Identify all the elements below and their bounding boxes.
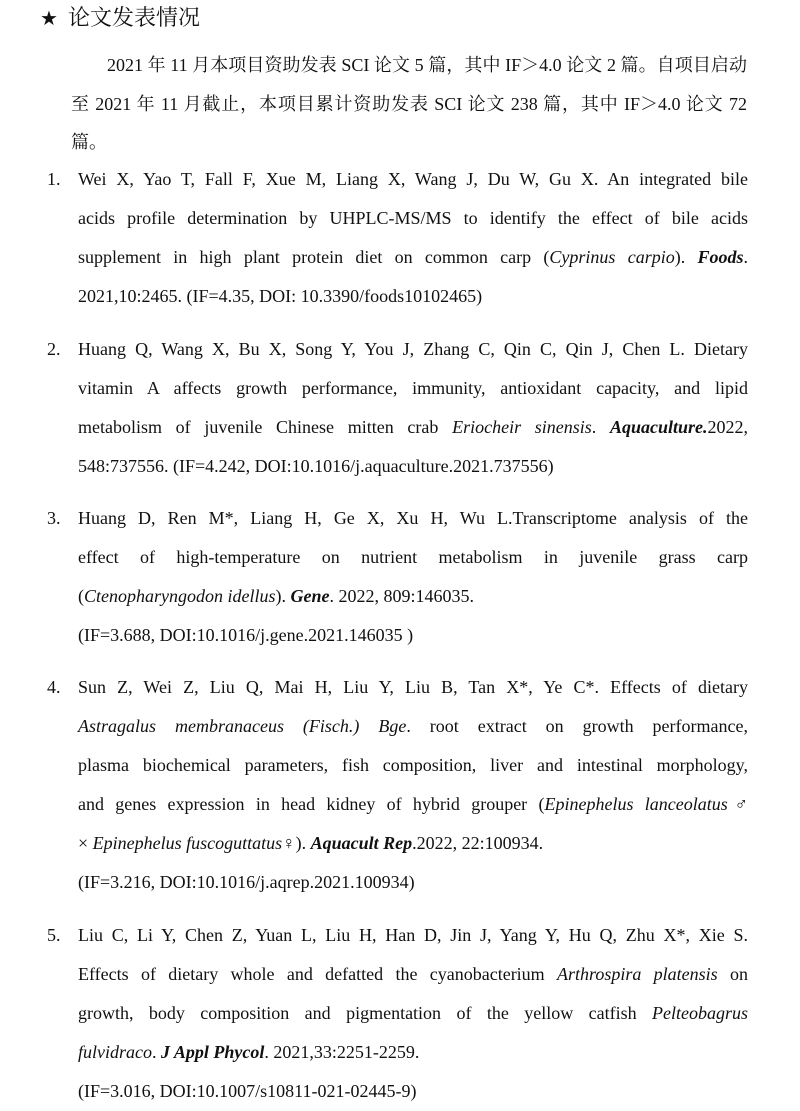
journal-name: Aquacult Rep xyxy=(310,833,413,853)
reference-body: Huang D, Ren M*, Liang H, Ge X, Xu H, Wu L.Transcriptome analysis of the effect of high-temperature on nutrient metabolism in juvenile grass carp (Ctenopharyngodon idellus). Gene. 2022, 809:146035. (IF=3.688, DOI:10.1016/j.gene.2021.146035 ) xyxy=(78,508,748,645)
reference-number: 5. xyxy=(47,925,61,945)
reference-number: 1. xyxy=(47,169,61,189)
reference-body: Liu C, Li Y, Chen Z, Yuan L, Liu H, Han D, Jin J, Yang Y, Hu Q, Zhu X*, Xie S. Effects of dietary whole and defatted the cyanobacterium Arthrospira platensis on growth, body composition and pigmentation of the yellow catfish Pelteobagrus fulvidraco. J Appl Phycol. 2021,33:2251-2259. (IF=3.016, DOI:10.1007/s10811-021-02445-9) xyxy=(78,925,748,1101)
journal-name: J Appl Phycol xyxy=(161,1042,265,1062)
reference-number: 3. xyxy=(47,508,61,528)
journal-name: Foods xyxy=(697,247,744,267)
reference-number: 4. xyxy=(47,677,61,697)
reference-body: Huang Q, Wang X, Bu X, Song Y, You J, Zhang C, Qin C, Qin J, Chen L. Dietary vitamin A affects growth performance, immunity, antioxidant capacity, and lipid metabolism of juvenile Chinese mitten crab Eriocheir sinensis. Aquaculture.2022, 548:737556. (IF=4.242, DOI:10.1016/j.aquaculture.2021.737556) xyxy=(78,339,749,476)
section-heading xyxy=(40,4,200,33)
reference-number: 2. xyxy=(47,339,61,359)
journal-name: Aquaculture. xyxy=(609,417,708,437)
intro-paragraph xyxy=(71,46,747,162)
journal-name: Gene xyxy=(290,586,330,606)
section-title: 论文发表情况 xyxy=(68,6,201,31)
intro-text: 2021 年 11 月本项目资助发表 SCI 论文 5 篇，其中 IF＞4.0 论文 2 篇。自项目启动至 2021 年 11 月截止，本项目累计资助发表 SCI 论文 238 篇，其中 IF＞4.0 论文 72 篇。 xyxy=(71,55,747,152)
star-icon: ★ xyxy=(40,6,58,30)
reference-body: Wei X, Yao T, Fall F, Xue M, Liang X, Wang J, Du W, Gu X. An integrated bile acids profile determination by UHPLC-MS/MS to identify the effect of bile acids supplement in high plant protein diet on common carp (Cyprinus carpio). Foods. 2021,10:2465. (IF=4.35, DOI: 10.3390/foods10102465) xyxy=(78,169,748,306)
reference-body: Sun Z, Wei Z, Liu Q, Mai H, Liu Y, Liu B, Tan X*, Ye C*. Effects of dietary Astragalus membranaceus (Fisch.) Bge. root extract on growth performance, plasma biochemical parameters, fish composition, liver and intestinal morphology, and genes expression in head kidney of hybrid grouper (Epinephelus lanceolatus♂ × Epinephelus fuscoguttatus♀). Aquacult Rep.2022, 22:100934. (IF=3.216, DOI:10.1016/j.aqrep.2021.100934) xyxy=(78,677,749,892)
